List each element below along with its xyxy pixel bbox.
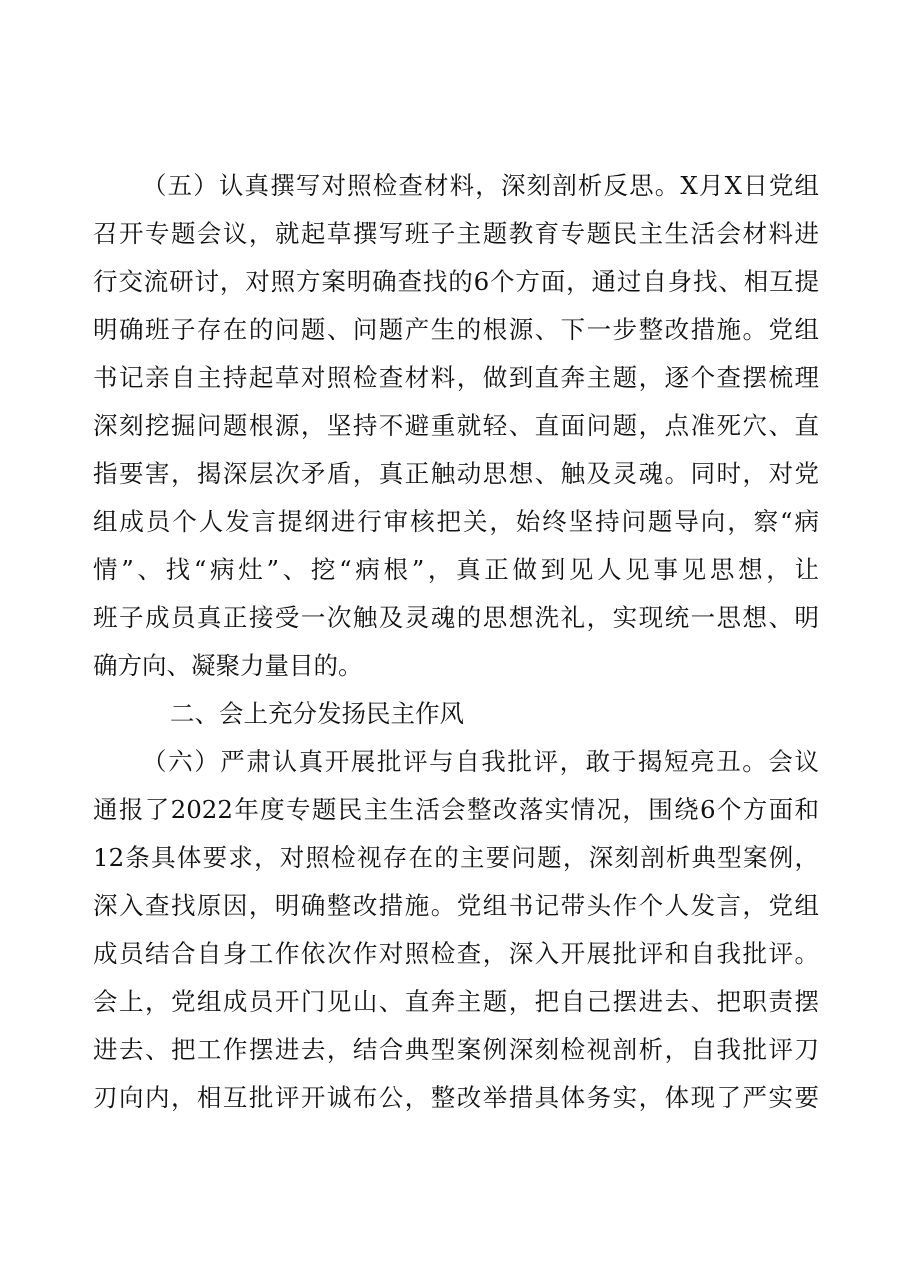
paragraph-5-line: 情”、找“病灶”、挖“病根”，真正做到见人见事见思想，让 [93,555,819,584]
paragraph-6-line: 深入查找原因，明确整改措施。党组书记带头作个人发言，党组 [93,891,819,920]
paragraph-6-line: 刃向内，相互批评开诚布公，整改举措具体务实，体现了严实要 [93,1083,819,1112]
paragraph-5-line: 班子成员真正接受一次触及灵魂的思想洗礼，实现统一思想、明 [93,603,819,632]
paragraph-5-line: 指要害，揭深层次矛盾，真正触动思想、触及灵魂。同时，对党 [93,459,819,488]
paragraph-5-line: 召开专题会议，就起草撰写班子主题教育专题民主生活会材料进 [93,219,819,248]
paragraph-5-line: 组成员个人发言提纲进行审核把关，始终坚持问题导向，察“病 [93,507,819,536]
paragraph-6-line: 成员结合自身工作依次作对照检查，深入开展批评和自我批评。 [93,939,819,968]
paragraph-5-line: （五）认真撰写对照检查材料，深刻剖析反思。X月X日党组 [142,171,819,200]
paragraph-5-line: 书记亲自主持起草对照检查材料，做到直奔主题，逐个查摆梳理 [93,363,819,392]
paragraph-6-line: 通报了2022年度专题民主生活会整改落实情况，围绕6个方面和 [93,795,819,824]
paragraph-6-line: （六）严肃认真开展批评与自我批评，敢于揭短亮丑。会议 [142,747,819,776]
paragraph-5-line: 明确班子存在的问题、问题产生的根源、下一步整改措施。党组 [93,315,819,344]
paragraph-5-line: 深刻挖掘问题根源，坚持不避重就轻、直面问题，点准死穴、直 [93,411,819,440]
paragraph-6-line: 12条具体要求，对照检视存在的主要问题，深刻剖析典型案例， [93,843,819,872]
paragraph-5-line: 确方向、凝聚力量目的。 [93,651,363,680]
paragraph-6-line: 会上，党组成员开门见山、直奔主题，把自己摆进去、把职责摆 [93,987,819,1016]
section-heading: 二、会上充分发扬民主作风 [170,699,464,728]
paragraph-6-line: 进去、把工作摆进去，结合典型案例深刻检视剖析，自我批评刀 [93,1035,819,1064]
paragraph-5-line: 行交流研讨，对照方案明确查找的6个方面，通过自身找、相互提 [93,267,819,296]
